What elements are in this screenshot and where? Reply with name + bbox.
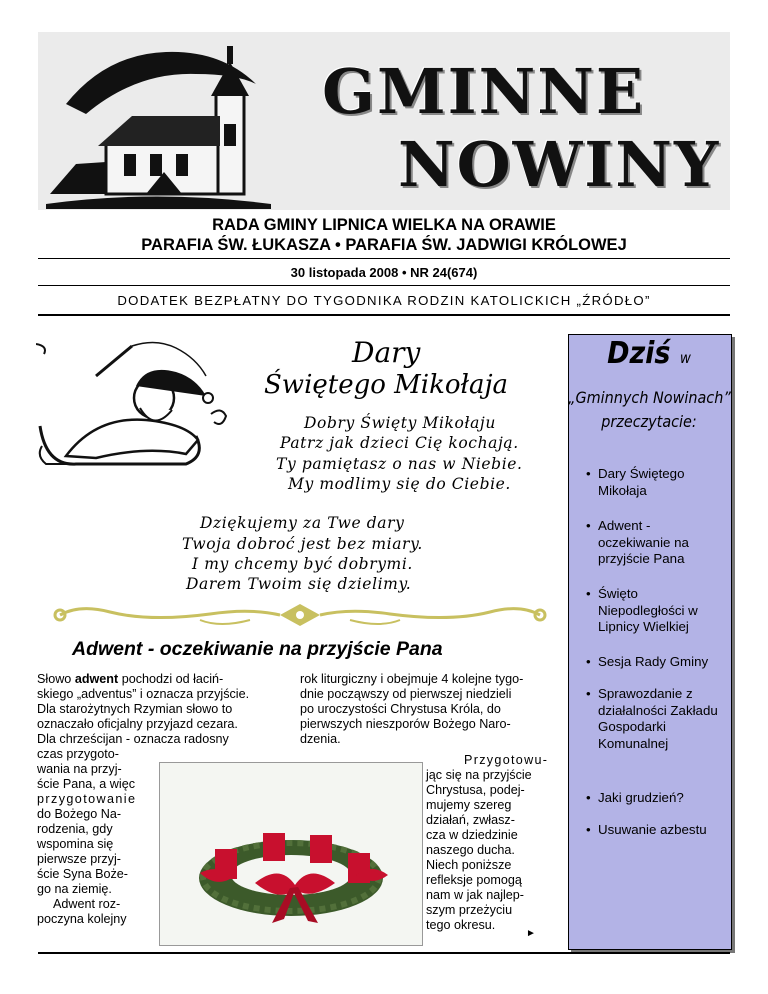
poem-line: My modlimy się do Ciebie.: [288, 475, 511, 493]
article-text-line: poczyna kolejny: [37, 912, 127, 926]
article-text-line: Słowo adwent pochodzi od łaciń-: [37, 672, 224, 686]
article-text-line: rok liturgiczny i obejmuje 4 kolejne tygo-: [300, 672, 524, 686]
ornament-divider: [50, 600, 550, 630]
contents-item[interactable]: • Święto Niepodległości w Lipnicy Wielkiej: [586, 586, 698, 634]
article-text-line: tego okresu.: [426, 918, 496, 932]
contents-item[interactable]: • Dary Świętego Mikołaja: [586, 466, 685, 498]
poem-line: Dobry Święty Mikołaju: [304, 414, 496, 432]
article-text-line: ście Syna Boże-: [37, 867, 128, 881]
article-text-line: pierwszych nieszporów Bożego Naro-: [300, 717, 511, 731]
article-text-line: Niech poniższe: [426, 858, 512, 872]
supplement-line: DODATEK BEZPŁATNY DO TYGODNIKA RODZIN KATOLICKICH „ŹRÓDŁO”: [117, 293, 651, 308]
poem-title-line2: Świętego Mikołaja: [264, 370, 509, 400]
publisher-line: RADA GMINY LIPNICA WIELKA NA ORAWIE: [212, 216, 556, 234]
article-text-line: cza w dziedzinie: [426, 828, 518, 842]
article-text-line: Adwent roz-: [53, 897, 121, 911]
article-text-line: pierwsze przyj-: [37, 852, 121, 866]
bullet-icon: •: [586, 654, 591, 669]
header-rule-bottom: [38, 314, 730, 316]
header-rule-top: [38, 258, 730, 259]
issue-date: 30 listopada 2008 • NR 24(674): [290, 265, 478, 280]
bullet-icon: •: [586, 586, 591, 601]
footer-rule: [38, 952, 730, 954]
article-text-line: naszego ducha.: [426, 843, 515, 857]
advent-wreath-image: [160, 763, 422, 945]
article-text-line: Dla starożytnych Rzymian słowo to: [37, 702, 233, 716]
article-text-line: wspomina się: [37, 837, 114, 851]
article-text-line: oznaczało oficjalny przyjazd cezara.: [37, 717, 238, 731]
article-title: Adwent - oczekiwanie na przyjście Pana: [72, 638, 443, 660]
article-text-line: działań, zwłasz-: [426, 813, 515, 827]
header-rule-middle: [38, 285, 730, 286]
santa-sleigh-illustration: [36, 336, 236, 471]
article-text-line: szym przeżyciu: [426, 903, 513, 917]
article-text-line: wania na przyj-: [37, 762, 122, 776]
article-text-line: refleksje pomogą: [426, 873, 522, 887]
parishes-line: PARAFIA ŚW. ŁUKASZA • PARAFIA ŚW. JADWIGI KRÓLOWEJ: [141, 236, 627, 254]
sidebar-heading-small: w: [679, 349, 691, 367]
newspaper-title-line2: NOWINY: [398, 128, 721, 201]
bullet-icon: •: [586, 466, 591, 481]
newspaper-title-line1: GMINNE: [322, 55, 646, 128]
bold-term: adwent: [74, 672, 119, 686]
sidebar-heading-line3: przeczytacie:: [601, 412, 697, 431]
article-text-line: Przygotowu-: [464, 753, 549, 767]
contents-item[interactable]: • Usuwanie azbestu: [586, 822, 707, 837]
article-text-line: ście Pana, a więc: [37, 777, 136, 791]
poem-line: Darem Twoim się dzielimy.: [186, 575, 412, 593]
article-text-line: do Bożego Na-: [37, 807, 122, 821]
article-text-line: jąc się na przyjście: [426, 768, 532, 782]
poem-line: I my chcemy być dobrymi.: [192, 555, 413, 573]
article-text-line: rodzenia, gdy: [37, 822, 113, 836]
advent-wreath-photo: [159, 762, 423, 946]
continue-arrow-icon[interactable]: ►: [526, 928, 536, 939]
church-illustration: [46, 44, 271, 209]
bullet-icon: •: [586, 790, 591, 805]
poem-line: Patrz jak dzieci Cię kochają.: [280, 434, 519, 452]
article-text-line: Dla chrześcijan - oznacza radosny: [37, 732, 229, 746]
article-text-line: Chrystusa, podej-: [426, 783, 525, 797]
sidebar-heading-big: Dziś: [607, 336, 671, 371]
article-text-line: mujemy szereg: [426, 798, 512, 812]
article-text-line: przygotowanie: [37, 792, 137, 806]
bullet-icon: •: [586, 686, 591, 701]
article-text-line: po uroczystości Chrystusa Króla, do: [300, 702, 501, 716]
article-text-line: dzenia.: [300, 732, 341, 746]
bullet-icon: •: [586, 822, 591, 837]
poem-line: Dziękujemy za Twe dary: [200, 514, 405, 532]
poem-line: Ty pamiętasz o nas w Niebie.: [276, 455, 523, 473]
sidebar-heading: [568, 336, 730, 371]
article-text-line: skiego „adventus” i oznacza przyjście.: [37, 687, 250, 701]
contents-item[interactable]: • Adwent - oczekiwanie na przyjście Pana: [586, 518, 689, 566]
article-text-line: nam w jak najlep-: [426, 888, 524, 902]
article-text-line: go na ziemię.: [37, 882, 112, 896]
contents-item[interactable]: • Sprawozdanie z działalności Zakładu Gospodarki Komunalnej: [586, 686, 718, 751]
article-text-line: czas przygoto-: [37, 747, 119, 761]
sidebar-heading-line2: „Gminnych Nowinach”: [568, 388, 731, 407]
poem-line: Twoja dobroć jest bez miary.: [182, 535, 423, 553]
contents-item[interactable]: • Jaki grudzień?: [586, 790, 684, 805]
bullet-icon: •: [586, 518, 591, 533]
poem-title-line1: Dary: [352, 336, 421, 369]
contents-item[interactable]: • Sesja Rady Gminy: [586, 654, 709, 669]
article-text-line: dnie począwszy od pierwszej niedzieli: [300, 687, 512, 701]
